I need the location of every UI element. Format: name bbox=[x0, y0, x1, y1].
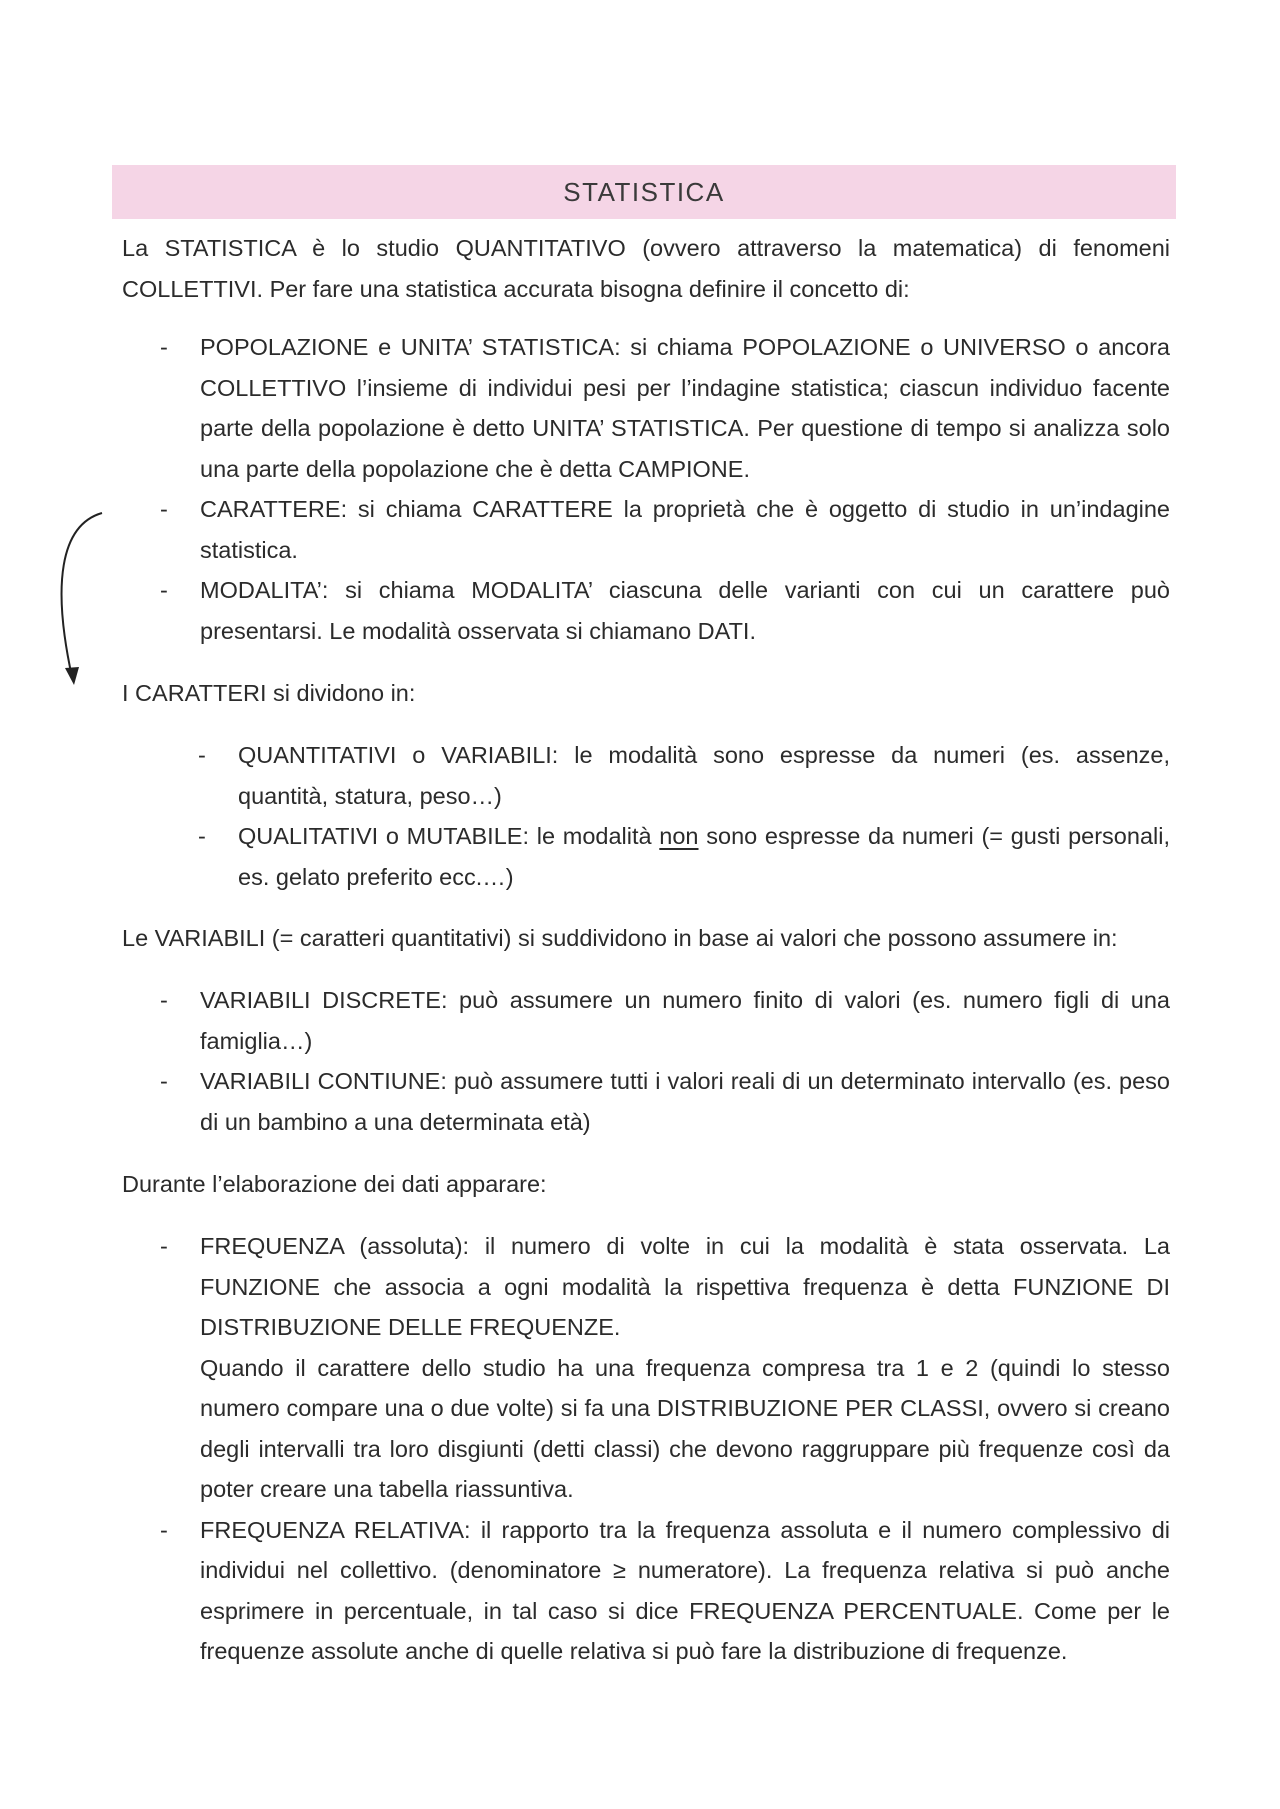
list-item: - POPOLAZIONE e UNITA’ STATISTICA: si chiama POPOLAZIONE o UNIVERSO o ancora COLLETTIVO l’insieme di individui pesi per l’indagine statistica; ciascun individuo facente parte della popolazione è detto UNITA’ STATISTICA. Per questione di tempo si analizza solo una parte della popolazione che è detta CAMPIONE. bbox=[122, 327, 1170, 489]
dash-bullet: - bbox=[160, 1233, 168, 1259]
caratteri-block bbox=[122, 735, 1170, 897]
caratteri-intro: I CARATTERI si dividono in: bbox=[122, 680, 416, 706]
list-item: - QUALITATIVI o MUTABILE: le modalità non sono espresse da numeri (= gusti personali, es. gelato preferito ecc.…) bbox=[122, 816, 1170, 897]
dash-bullet: - bbox=[160, 1516, 168, 1543]
dash-bullet: - bbox=[160, 496, 168, 522]
list-item: - CARATTERE: si chiama CARATTERE la proprietà che è oggetto di studio in un’indagine statistica. bbox=[122, 489, 1170, 570]
variabili-list bbox=[122, 980, 1170, 1142]
variabili-intro-block bbox=[122, 918, 1170, 959]
list-item: - MODALITA’: si chiama MODALITA’ ciascuna delle varianti con cui un carattere può presentarsi. Le modalità osservata si chiamano DATI. bbox=[122, 570, 1170, 651]
dash-bullet: - bbox=[160, 577, 168, 603]
dash-bullet: - bbox=[198, 742, 206, 768]
underlined-word: non bbox=[659, 823, 699, 849]
page-title: STATISTICA bbox=[112, 165, 1176, 219]
caratteri-intro-block bbox=[122, 673, 1170, 714]
intro-block bbox=[122, 228, 1170, 309]
variabili-block bbox=[122, 980, 1170, 1142]
curved-arrow-icon bbox=[50, 505, 110, 695]
concepts-list bbox=[122, 327, 1170, 651]
dash-bullet: - bbox=[160, 1068, 168, 1094]
frequenze-block bbox=[122, 1226, 1170, 1672]
dash-bullet: - bbox=[160, 334, 168, 360]
frequenze-list bbox=[122, 1226, 1170, 1672]
variabili-intro: Le VARIABILI (= caratteri quantitativi) si suddividono in base ai valori che possono assumere in: bbox=[122, 925, 1118, 951]
concepts-block bbox=[122, 327, 1170, 651]
caratteri-list bbox=[122, 735, 1170, 897]
list-item: - VARIABILI DISCRETE: può assumere un numero finito di valori (es. numero figli di una famiglia…) bbox=[122, 980, 1170, 1061]
list-item: - FREQUENZA RELATIVA: il rapporto tra la frequenza assoluta e il numero complessivo di individui nel collettivo. (denominatore ≥ numeratore). La frequenza relativa si può anche esprimere in percentuale, in tal caso si dice FREQUENZA PERCENTUALE. Come per le frequenze assolute anche di quelle relativa si può fare la distribuzione di frequenze. bbox=[122, 1510, 1170, 1672]
intro-paragraph: La STATISTICA è lo studio QUANTITATIVO (ovvero attraverso la matematica) di fenomeni COLLETTIVI. Per fare una statistica accurata bisogna definire il concetto di: bbox=[122, 235, 1170, 302]
dash-bullet: - bbox=[160, 987, 168, 1013]
elaborazione-intro-block bbox=[122, 1164, 1170, 1205]
list-item: - VARIABILI CONTIUNE: può assumere tutti i valori reali di un determinato intervallo (es. peso di un bambino a una determinata età) bbox=[122, 1061, 1170, 1142]
dash-bullet: - bbox=[198, 823, 206, 849]
list-item: - FREQUENZA (assoluta): il numero di volte in cui la modalità è stata osservata. La FUNZIONE che associa a ogni modalità la rispettiva frequenza è detta FUNZIONE DI DISTRIBUZIONE DELLE FREQUENZE. Quando il carattere dello studio ha una frequenza compresa tra 1 e 2 (quindi lo stesso numero compare una o due volte) si fa una DISTRIBUZIONE PER CLASSI, ovvero si creano degli intervalli tra loro disgiunti (detti classi) che devono raggruppare più frequenze così da poter creare una tabella riassuntiva. bbox=[122, 1226, 1170, 1510]
elaborazione-intro: Durante l’elaborazione dei dati apparare: bbox=[122, 1171, 547, 1197]
list-item: - QUANTITATIVI o VARIABILI: le modalità sono espresse da numeri (es. assenze, quantità, statura, peso…) bbox=[122, 735, 1170, 816]
